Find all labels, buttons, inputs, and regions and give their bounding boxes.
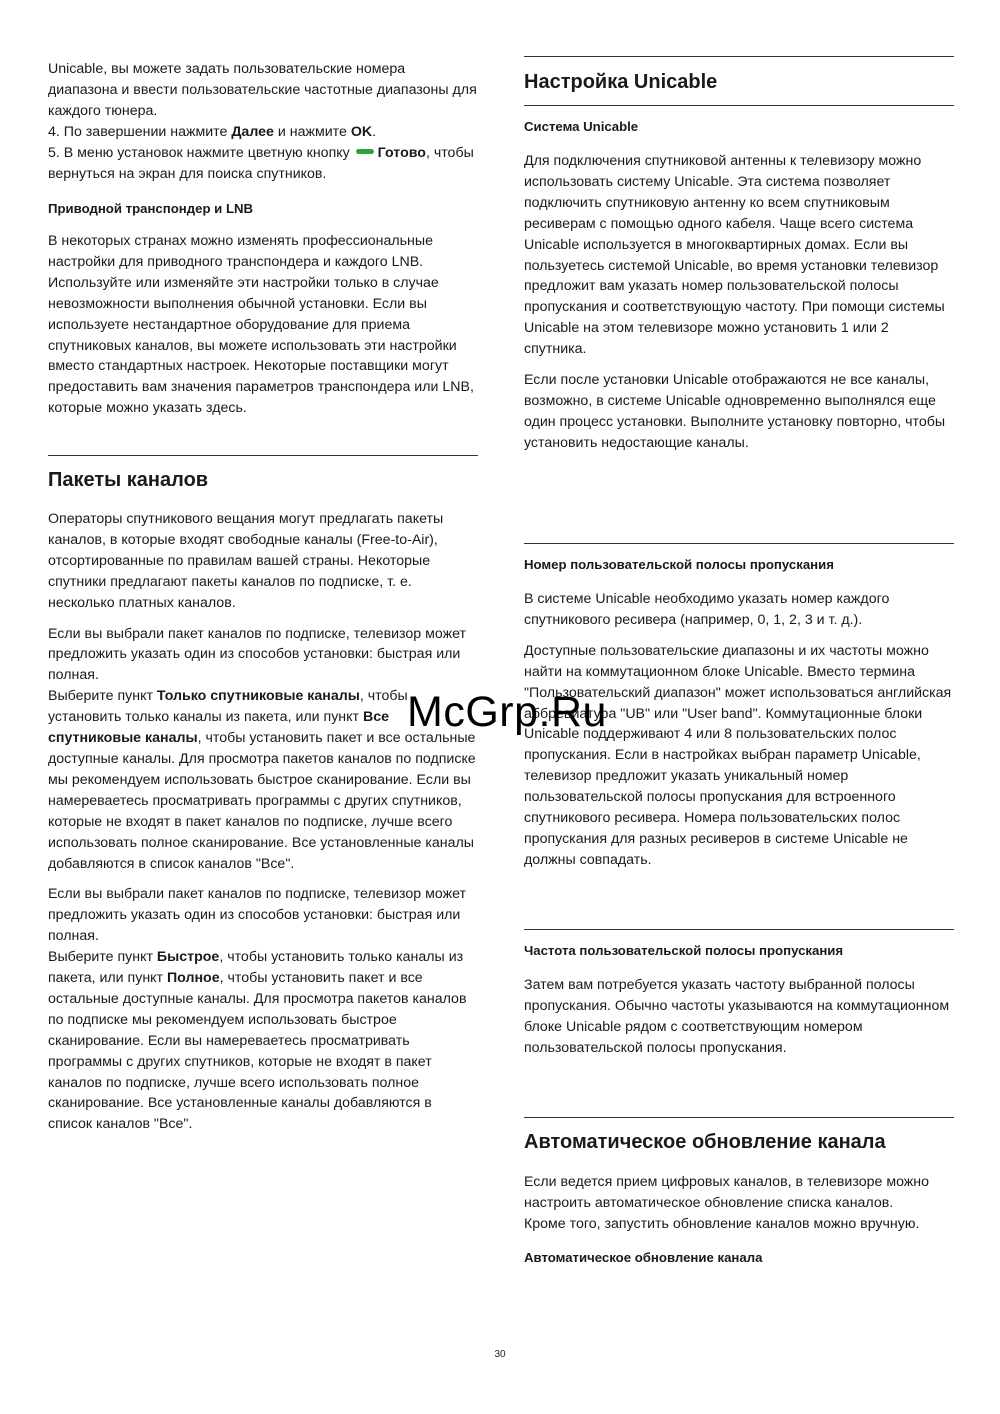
band-frequency-heading: Частота пользовательской полосы пропускания	[524, 943, 844, 958]
unicable-title: Настройка Unicable	[524, 71, 718, 93]
auto-update-title: Автоматическое обновление канала	[524, 1131, 886, 1153]
auto-update-subheading: Автоматическое обновление канала	[524, 1249, 763, 1265]
step-4: 4. По завершении нажмите Далее и нажмите OK.	[48, 123, 377, 140]
lnb-heading: Приводной транспондер и LNB	[48, 201, 254, 216]
auto-update-paragraph-2: Кроме того, запустить обновление каналов можно вручную.	[524, 1215, 920, 1232]
done-label: Готово	[377, 144, 426, 161]
unicable-paragraph-2: Если после установки Unicable отображаются не все каналы, возможно, в системе Unicable одновременно выполнялся еще один процесс установки. Выполните установку повторно, чтобы установить недостающие каналы.	[524, 372, 946, 451]
watermark: McGrp.Ru	[407, 688, 607, 736]
band-number-paragraph-1: В системе Unicable необходимо указать номер каждого спутникового ресивера (например, 0, 1, 2, 3 и т. д.).	[524, 591, 890, 628]
auto-update-paragraph-1: Если ведется прием цифровых каналов, в телевизоре можно настроить автоматическое обновление списка каналов.	[524, 1174, 930, 1211]
lnb-paragraph: В некоторых странах можно изменять профессиональные настройки для приводного транспондера и каждого LNB. Используйте или изменяйте эти настройки только в случае невозможности выполнения обычной установки. Если вы используете нестандартное оборудование для приема спутниковых каналов, вы можете использовать эти настройки вместо стандартных настроек. Некоторые поставщики могут предоставить вам значения параметров транспондера или LNB, которые можно указать здесь.	[48, 233, 474, 417]
green-key-icon	[356, 149, 374, 154]
packages-paragraph-2: Если вы выбрали пакет каналов по подписке, телевизор может предложить указать один из способов установки: быстрая или полная. Выберите пункт Только спутниковые каналы, чтобы установить только каналы из пакета, или пункт Все спутниковые каналы, чтобы установить пакет и все остальные доступные каналы. Для просмотра пакетов каналов по подписке мы рекомендуем использовать быстрое сканирование. Если вы намереваетесь просматривать программы с других спутников, которые не входят в пакет каналов по подписке, лучше всего использовать полное сканирование. Все установленные каналы добавляются в список каналов "Все".	[48, 625, 476, 872]
unicable-section	[524, 118, 954, 454]
divider	[524, 543, 954, 544]
next-label: Далее	[231, 123, 274, 140]
packages-paragraph-1: Операторы спутникового вещания могут предлагать пакеты каналов, в которые входят свободные каналы (Free-to-Air), отсортированные по правилам вашей страны. Некоторые спутники предлагают пакеты каналов по подписке, т. е. несколько платных каналов.	[48, 511, 444, 611]
step-5: 5. В меню установок нажмите цветную кнопку Готово, чтобы вернуться на экран для поиска спутников.	[48, 144, 474, 182]
divider	[524, 1117, 954, 1118]
intro-paragraph: Unicable, вы можете задать пользовательские номера диапазона и ввести пользовательские частотные диапазоны для каждого тюнера.	[48, 61, 477, 119]
divider	[524, 105, 954, 106]
lnb-section	[48, 200, 478, 419]
band-frequency-section	[524, 942, 954, 1059]
unicable-paragraph-1: Для подключения спутниковой антенны к телевизору можно использовать систему Unicable. Эта система позволяет подключить спутниковую антенну ко всем спутниковым ресиверам с помощью одного кабеля. Чаще всего система Unicable используется в многоквартирных домах. Если вы пользуетесь системой Unicable, во время установки телевизор предложит вам указать номер пользовательской полосы пропускания и соответствующую частоту. При помощи системы Unicable на этом телевизоре можно установить 1 или 2 спутника.	[524, 153, 945, 358]
packages-title: Пакеты каналов	[48, 469, 209, 491]
divider	[48, 455, 478, 456]
packages-paragraph-3: Если вы выбрали пакет каналов по подписке, телевизор может предложить указать один из способов установки: быстрая или полная. Выберите пункт Быстрое, чтобы установить только каналы из пакета, или пункт Полное, чтобы установить пакет и все остальные доступные каналы. Для просмотра пакетов каналов по подписке мы рекомендуем использовать быстрое сканирование. Если вы намереваетесь просматривать программы с других спутников, которые не входят в пакет каналов по подписке, лучше всего использовать полное сканирование. Все установленные каналы добавляются в список каналов "Все".	[48, 886, 467, 1133]
ok-label: OK	[350, 123, 373, 140]
band-number-paragraph-2: Доступные пользовательские диапазоны и их частоты можно найти на коммутационном блоке Unicable. Вместо термина "Пользовательский диапазон" может использоваться английская аббревиатура "UB" или "User band". Коммутационные блоки Unicable поддерживают 4 или 8 пользовательских полос пропускания. Если в настройках выбран параметр Unicable, телевизор предложит указать уникальный номер пользовательской полосы пропускания для встроенного спутникового ресивера. Номера пользовательских полос пропускания для разных ресиверов в системе Unicable не должны совпадать.	[524, 642, 952, 868]
packages-section	[48, 468, 478, 1135]
unicable-system-heading: Система Unicable	[524, 119, 639, 134]
divider	[524, 929, 954, 930]
intro-block	[48, 59, 478, 184]
divider	[524, 56, 954, 57]
auto-update-section	[524, 1130, 954, 1267]
band-frequency-paragraph: Затем вам потребуется указать частоту выбранной полосы пропускания. Обычно частоты указываются на коммутационном блоке Unicable рядом с соответствующим номером пользовательской полосы пропускания.	[524, 977, 950, 1056]
page-number: 30	[494, 1349, 506, 1360]
band-number-heading: Номер пользовательской полосы пропускания	[524, 557, 834, 572]
